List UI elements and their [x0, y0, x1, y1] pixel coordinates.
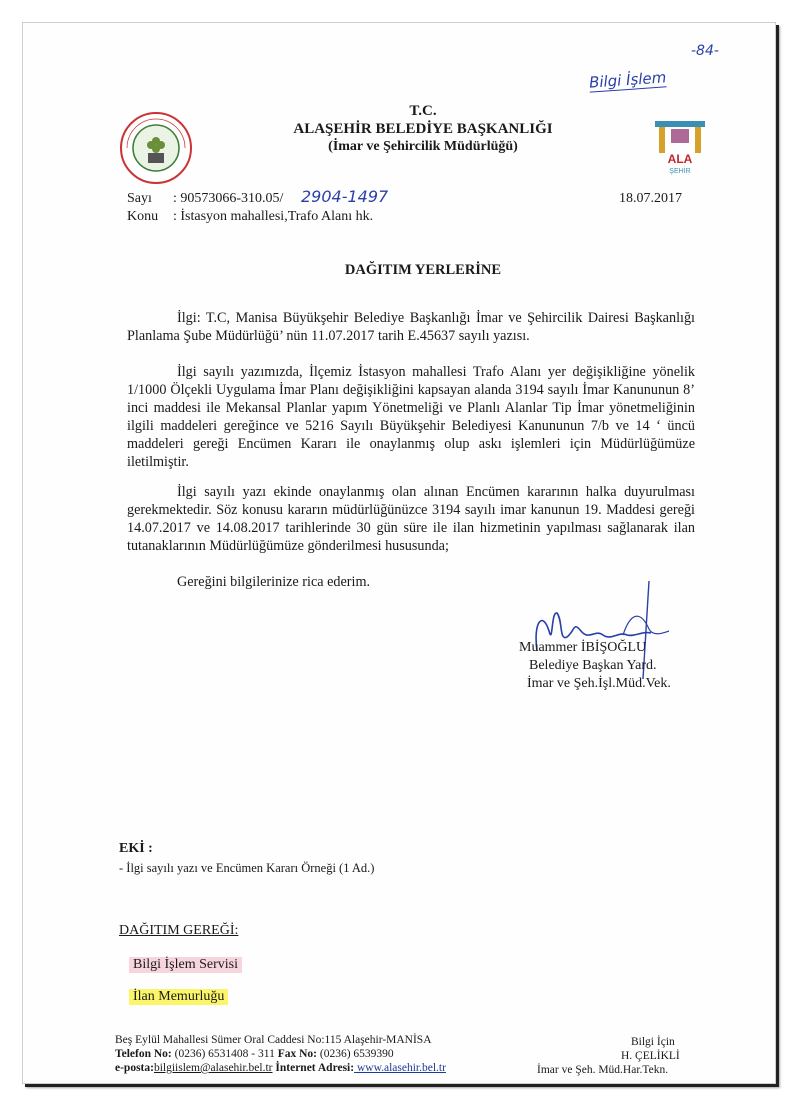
municipality-seal-icon	[119, 111, 193, 185]
footer-info-name: H. ÇELİKLİ	[621, 1050, 680, 1062]
handwritten-note-text: Bilgi İşlem	[588, 68, 667, 92]
footer-info-label: Bilgi İçin	[631, 1036, 675, 1048]
distribution-item-bilgi-islem: Bilgi İşlem Servisi	[129, 957, 242, 973]
signer-department: İmar ve Şeh.İşl.Müd.Vek.	[527, 676, 671, 691]
paragraph-closing: Gereğini bilgilerinize rica ederim.	[177, 574, 371, 590]
sayi-value: : 90573066-310.05/	[173, 191, 284, 206]
website-link[interactable]: www.alasehir.bel.tr	[354, 1062, 446, 1074]
svg-text:ŞEHİR: ŞEHİR	[669, 168, 691, 175]
document-page	[22, 22, 776, 1084]
header-department: (İmar ve Şehircilik Müdürlüğü)	[328, 139, 518, 154]
document-title: DAĞITIM YERLERİNE	[344, 262, 502, 278]
document-date: 18.07.2017	[619, 191, 682, 206]
paragraph-main: İlgi sayılı yazımızda, İlçemiz İstasyon mahallesi Trafo Alanı yer değişikliğine yönelik 1/1000 Ölçekli Uygulama İmar Planı değişikliğini kapsayan alanda 3194 sayılı İmar Kanununun 8’ inci maddesi ile Mekansal Planlar yapım Yönetmeliği ve Planlı Alanlar Tip İmar yönetmeliğinin ilgili maddeleri gereğince ve 5216 Sayılı Büyükşehir Belediyesi Kanununun 7/b ve 14 ‘ üncü maddeleri gereği Encümen Kararı ile onaylanmış olup askı işlemleri için Müdürlüğümüze iletilmiştir.	[127, 364, 695, 470]
fax-value: (0236) 6539390	[317, 1048, 394, 1060]
konu-value: : İstasyon mahallesi,Trafo Alanı hk.	[173, 209, 374, 224]
footer-info-dept: İmar ve Şeh. Müd.Har.Tekn.	[537, 1064, 669, 1076]
fax-label: Fax No:	[277, 1048, 317, 1060]
email-label: e-posta:	[115, 1062, 154, 1074]
distribution-item-ilan-memurlugu: İlan Memurluğu	[129, 989, 228, 1005]
ek-item: - İlgi sayılı yazı ve Encümen Kararı Örneği (1 Ad.)	[119, 861, 375, 875]
signer-name: Muammer İBİŞOĞLU	[519, 640, 647, 655]
distribution-label: DAĞITIM GEREĞİ:	[119, 923, 239, 938]
konu-label: Konu	[127, 209, 159, 224]
footer-phone	[115, 1047, 394, 1061]
signer-title: Belediye Başkan Yard.	[529, 658, 657, 673]
alasehir-city-logo-icon	[651, 119, 709, 177]
header-institution: ALAŞEHİR BELEDİYE BAŞKANLIĞI	[293, 121, 553, 137]
paragraph-ilgi: İlgi: T.C, Manisa Büyükşehir Belediye Başkanlığı İmar ve Şehircilik Dairesi Başkanlığı Planlama Şube Müdürlüğü’ nün 11.07.2017 tarih E.45637 sayılı yazısı.	[127, 310, 695, 344]
email-link[interactable]: bilgiislem@alasehir.bel.tr	[153, 1062, 273, 1074]
sayi-handwritten: 2904-1497	[301, 187, 389, 206]
paragraph-request: İlgi sayılı yazı ekinde onaylanmış olan alınan Encümen kararının halka duyurulması gerekmektedir. Söz konusu kararın müdürlüğünüzce 3194 sayılı imar kanunun 19. Maddesi gereği 14.07.2017 ve 14.08.2017 tarihlerinde 30 gün süre ile ilan hizmetinin yapılması sağlanarak ilan tutanaklarının Müdürlüğümüze gönderilmesi hususunda;	[127, 484, 695, 554]
ek-label: EKİ :	[119, 841, 153, 856]
handwritten-note	[588, 68, 666, 91]
footer-address: Beş Eylül Mahallesi Sümer Oral Caddesi No:115 Alaşehir-MANİSA	[115, 1034, 432, 1046]
phone-label: Telefon No:	[115, 1048, 172, 1060]
svg-text:ALA: ALA	[667, 152, 693, 166]
footer-contact	[115, 1061, 446, 1075]
sayi-label: Sayı	[127, 191, 152, 206]
header-tc: T.C.	[409, 103, 437, 119]
web-label: İnternet Adresi:	[272, 1062, 355, 1074]
handwritten-page-mark: -84-	[691, 43, 719, 59]
phone-value: (0236) 6531408 - 311	[171, 1048, 278, 1060]
